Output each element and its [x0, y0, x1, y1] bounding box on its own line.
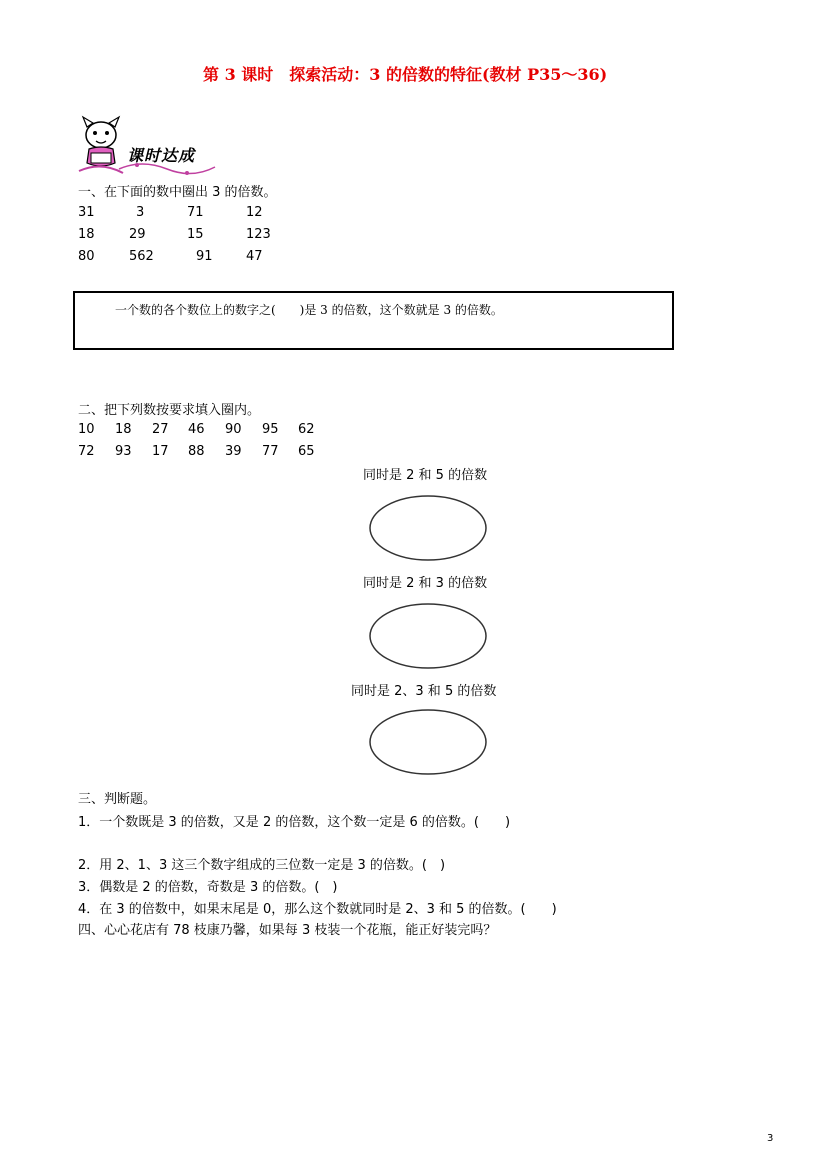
number-item: 91 [196, 249, 213, 264]
number-item: 10 [78, 422, 95, 437]
judgment-item-3: 3．偶数是 2 的倍数，奇数是 3 的倍数。( ) [78, 880, 338, 895]
answer-circle-2[interactable] [368, 602, 488, 670]
q1-row-2 [78, 227, 378, 245]
number-item: 562 [129, 249, 154, 264]
answer-circle-3[interactable] [368, 708, 488, 776]
number-item: 71 [187, 205, 204, 220]
number-item: 18 [78, 227, 95, 242]
page-number: 3 [767, 1133, 774, 1144]
number-item: 77 [262, 444, 279, 459]
question-2-prompt: 二、把下列数按要求填入圈内。 [78, 403, 261, 418]
number-item: 3 [136, 205, 145, 220]
number-item: 27 [152, 422, 169, 437]
logo-text: 课时达成 [127, 146, 196, 165]
number-item: 62 [298, 422, 315, 437]
circle-caption-2: 同时是 2 和 3 的倍数 [363, 576, 488, 591]
q2-row-2 [78, 444, 338, 462]
rule-text: 一个数的各个数位上的数字之( )是 3 的倍数，这个数就是 3 的倍数。 [115, 303, 503, 317]
number-item: 15 [187, 227, 204, 242]
q1-row-3 [78, 249, 378, 267]
circle-caption-3: 同时是 2、3 和 5 的倍数 [351, 684, 497, 699]
number-item: 123 [246, 227, 271, 242]
number-item: 12 [246, 205, 263, 220]
number-item: 31 [78, 205, 95, 220]
number-item: 95 [262, 422, 279, 437]
question-3-prompt: 三、判断题。 [78, 792, 157, 807]
judgment-item-4: 4．在 3 的倍数中，如果末尾是 0，那么这个数就同时是 2、3 和 5 的倍数。( ) [78, 902, 557, 917]
number-item: 72 [78, 444, 95, 459]
number-item: 47 [246, 249, 263, 264]
rule-box [73, 291, 674, 350]
q1-row-1 [78, 205, 378, 223]
circle-caption-1: 同时是 2 和 5 的倍数 [363, 468, 488, 483]
number-item: 88 [188, 444, 205, 459]
number-item: 18 [115, 422, 132, 437]
page-title: 第 3 课时 探索活动：3 的倍数的特征(教材 P35～36) [203, 65, 608, 84]
number-item: 93 [115, 444, 132, 459]
number-item: 17 [152, 444, 169, 459]
judgment-item-2: 2．用 2、1、3 这三个数字组成的三位数一定是 3 的倍数。( ) [78, 858, 446, 873]
number-item: 65 [298, 444, 315, 459]
section-logo [77, 115, 222, 179]
question-1-prompt: 一、在下面的数中圈出 3 的倍数。 [78, 185, 277, 200]
number-item: 46 [188, 422, 205, 437]
q2-row-1 [78, 422, 338, 440]
number-item: 29 [129, 227, 146, 242]
question-4-prompt: 四、心心花店有 78 枝康乃馨，如果每 3 枝装一个花瓶，能正好装完吗？ [78, 923, 497, 938]
judgment-item-1: 1．一个数既是 3 的倍数，又是 2 的倍数，这个数一定是 6 的倍数。( ) [78, 815, 511, 830]
number-item: 39 [225, 444, 242, 459]
answer-circle-1[interactable] [368, 494, 488, 562]
number-item: 90 [225, 422, 242, 437]
number-item: 80 [78, 249, 95, 264]
